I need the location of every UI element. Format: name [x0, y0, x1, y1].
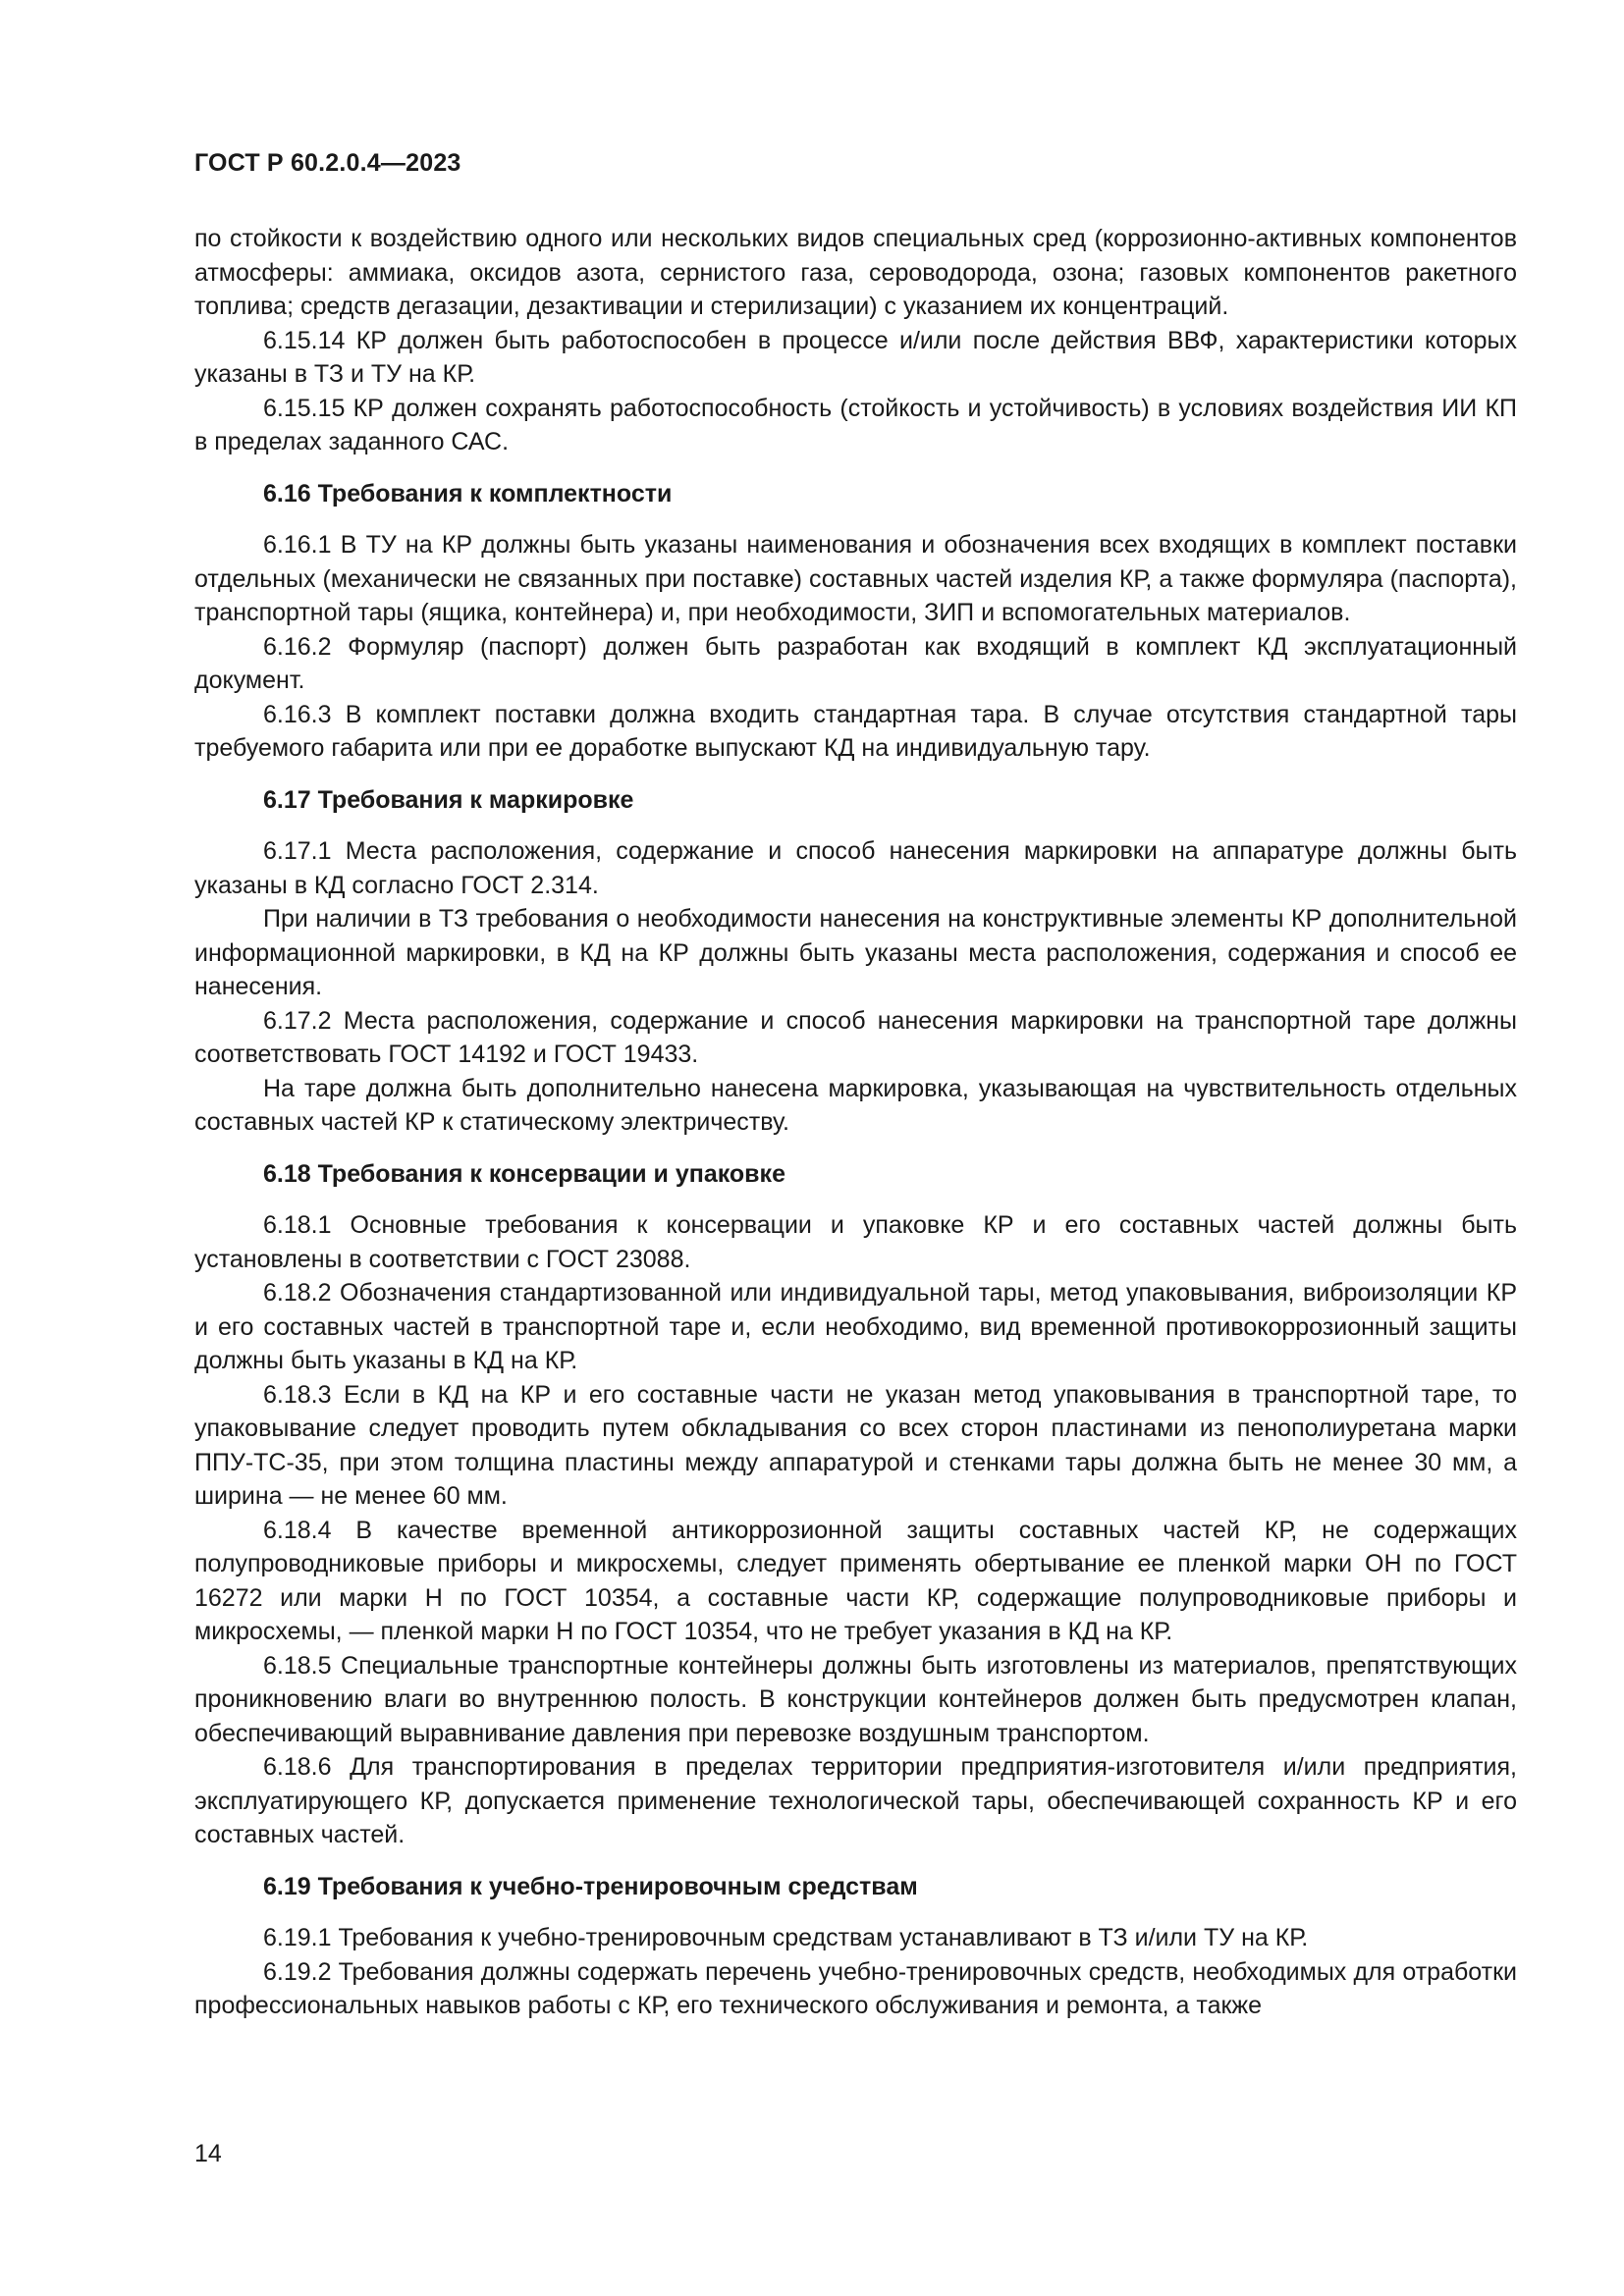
- paragraph-6-18-1: 6.18.1 Основные требования к консервации и упаковке КР и его составных частей должны быть установлены в соответствии с ГОСТ 23088.: [194, 1211, 1517, 1273]
- paragraph-6-17-1-continued: При наличии в ТЗ требования о необходимости нанесения на конструктивные элементы КР дополнительной информационной маркировки, в КД на КР должны быть указаны места расположения, содержания и способ ее нанесения.: [194, 905, 1517, 1000]
- page-number: 14: [194, 2140, 222, 2167]
- section-heading-6-19: 6.19 Требования к учебно-тренировочным средствам: [263, 1872, 918, 1900]
- document-page: [194, 0, 1517, 2296]
- section-heading-6-18: 6.18 Требования к консервации и упаковке: [263, 1159, 785, 1188]
- document-body: [194, 222, 1517, 2023]
- paragraph-6-17-1: 6.17.1 Места расположения, содержание и способ нанесения маркировки на аппаратуре должны быть указаны в КД согласно ГОСТ 2.314.: [194, 837, 1517, 899]
- paragraph-6-19-2: 6.19.2 Требования должны содержать перечень учебно-тренировочных средств, необходимых для отработки профессиональных навыков работы с КР, его технического обслуживания и ремонта, а также: [194, 1957, 1517, 2019]
- paragraph-6-18-5: 6.18.5 Специальные транспортные контейнеры должны быть изготовлены из материалов, препятствующих проникновению влаги во внутреннюю полость. В конструкции контейнеров должен быть предусмотрен клапан, обеспечивающий выравнивание давления при перевозке воздушным транспортом.: [194, 1651, 1517, 1747]
- standard-code-header: ГОСТ Р 60.2.0.4—2023: [194, 149, 461, 177]
- paragraph-6-15-15: 6.15.15 КР должен сохранять работоспособность (стойкость и устойчивость) в условиях воздействия ИИ КП в пределах заданного САС.: [194, 394, 1517, 455]
- paragraph-6-17-2-continued: На таре должна быть дополнительно нанесена маркировка, указывающая на чувствительность отдельных составных частей КР к статическому электричеству.: [194, 1074, 1517, 1136]
- paragraph-6-18-2: 6.18.2 Обозначения стандартизованной или индивидуальной тары, метод упаковывания, виброизоляции КР и его составных частей в транспортной таре и, если необходимо, вид временной противокоррозионный защиты должны быть указаны в КД на КР.: [194, 1279, 1517, 1374]
- paragraph-6-16-3: 6.16.3 В комплект поставки должна входить стандартная тара. В случае отсутствия стандартной тары требуемого габарита или при ее доработке выпускают КД на индивидуальную тару.: [194, 700, 1517, 762]
- section-heading-6-16: 6.16 Требования к комплектности: [263, 479, 673, 507]
- paragraph-6-17-2: 6.17.2 Места расположения, содержание и способ нанесения маркировки на транспортной таре должны соответствовать ГОСТ 14192 и ГОСТ 19433.: [194, 1006, 1517, 1068]
- paragraph-intro: по стойкости к воздействию одного или нескольких видов специальных сред (коррозионно-активных компонентов атмосферы: аммиака, оксидов азота, сернистого газа, сероводорода, озона; газовых компонентов ракетного топлива; средств дегазации, дезактивации и стерилизации) с указанием их концентраций.: [194, 225, 1517, 320]
- paragraph-6-18-6: 6.18.6 Для транспортирования в пределах территории предприятия-изготовителя и/или предприятия, эксплуатирующего КР, допускается применение технологической тары, обеспечивающей сохранность КР и его составных частей.: [194, 1753, 1517, 1848]
- paragraph-6-19-1: 6.19.1 Требования к учебно-тренировочным средствам устанавливают в ТЗ и/или ТУ на КР.: [263, 1924, 1309, 1951]
- paragraph-6-18-4: 6.18.4 В качестве временной антикоррозионной защиты составных частей КР, не содержащих полупроводниковые приборы и микросхемы, следует применять обертывание ее пленкой марки ОН по ГОСТ 16272 или марки Н по ГОСТ 10354, а составные части КР, содержащие полупроводниковые приборы и микросхемы, — пленкой марки Н по ГОСТ 10354, что не требует указания в КД на КР.: [194, 1516, 1517, 1645]
- paragraph-6-18-3: 6.18.3 Если в КД на КР и его составные части не указан метод упаковывания в транспортной таре, то упаковывание следует проводить путем обкладывания со всех сторон пластинами из пенополиуретана марки ППУ-ТС-35, при этом толщина пластины между аппаратурой и стенками тары должна быть не менее 30 мм, а ширина — не менее 60 мм.: [194, 1380, 1517, 1510]
- paragraph-6-15-14: 6.15.14 КР должен быть работоспособен в процессе и/или после действия ВВФ, характеристики которых указаны в ТЗ и ТУ на КР.: [194, 326, 1517, 388]
- section-heading-6-17: 6.17 Требования к маркировке: [263, 785, 634, 814]
- paragraph-6-16-2: 6.16.2 Формуляр (паспорт) должен быть разработан как входящий в комплект КД эксплуатационный документ.: [194, 632, 1517, 694]
- paragraph-6-16-1: 6.16.1 В ТУ на КР должны быть указаны наименования и обозначения всех входящих в комплект поставки отдельных (механически не связанных при поставке) составных частей изделия КР, а также формуляра (паспорта), транспортной тары (ящика, контейнера) и, при необходимости, ЗИП и вспомогательных материалов.: [194, 531, 1517, 626]
